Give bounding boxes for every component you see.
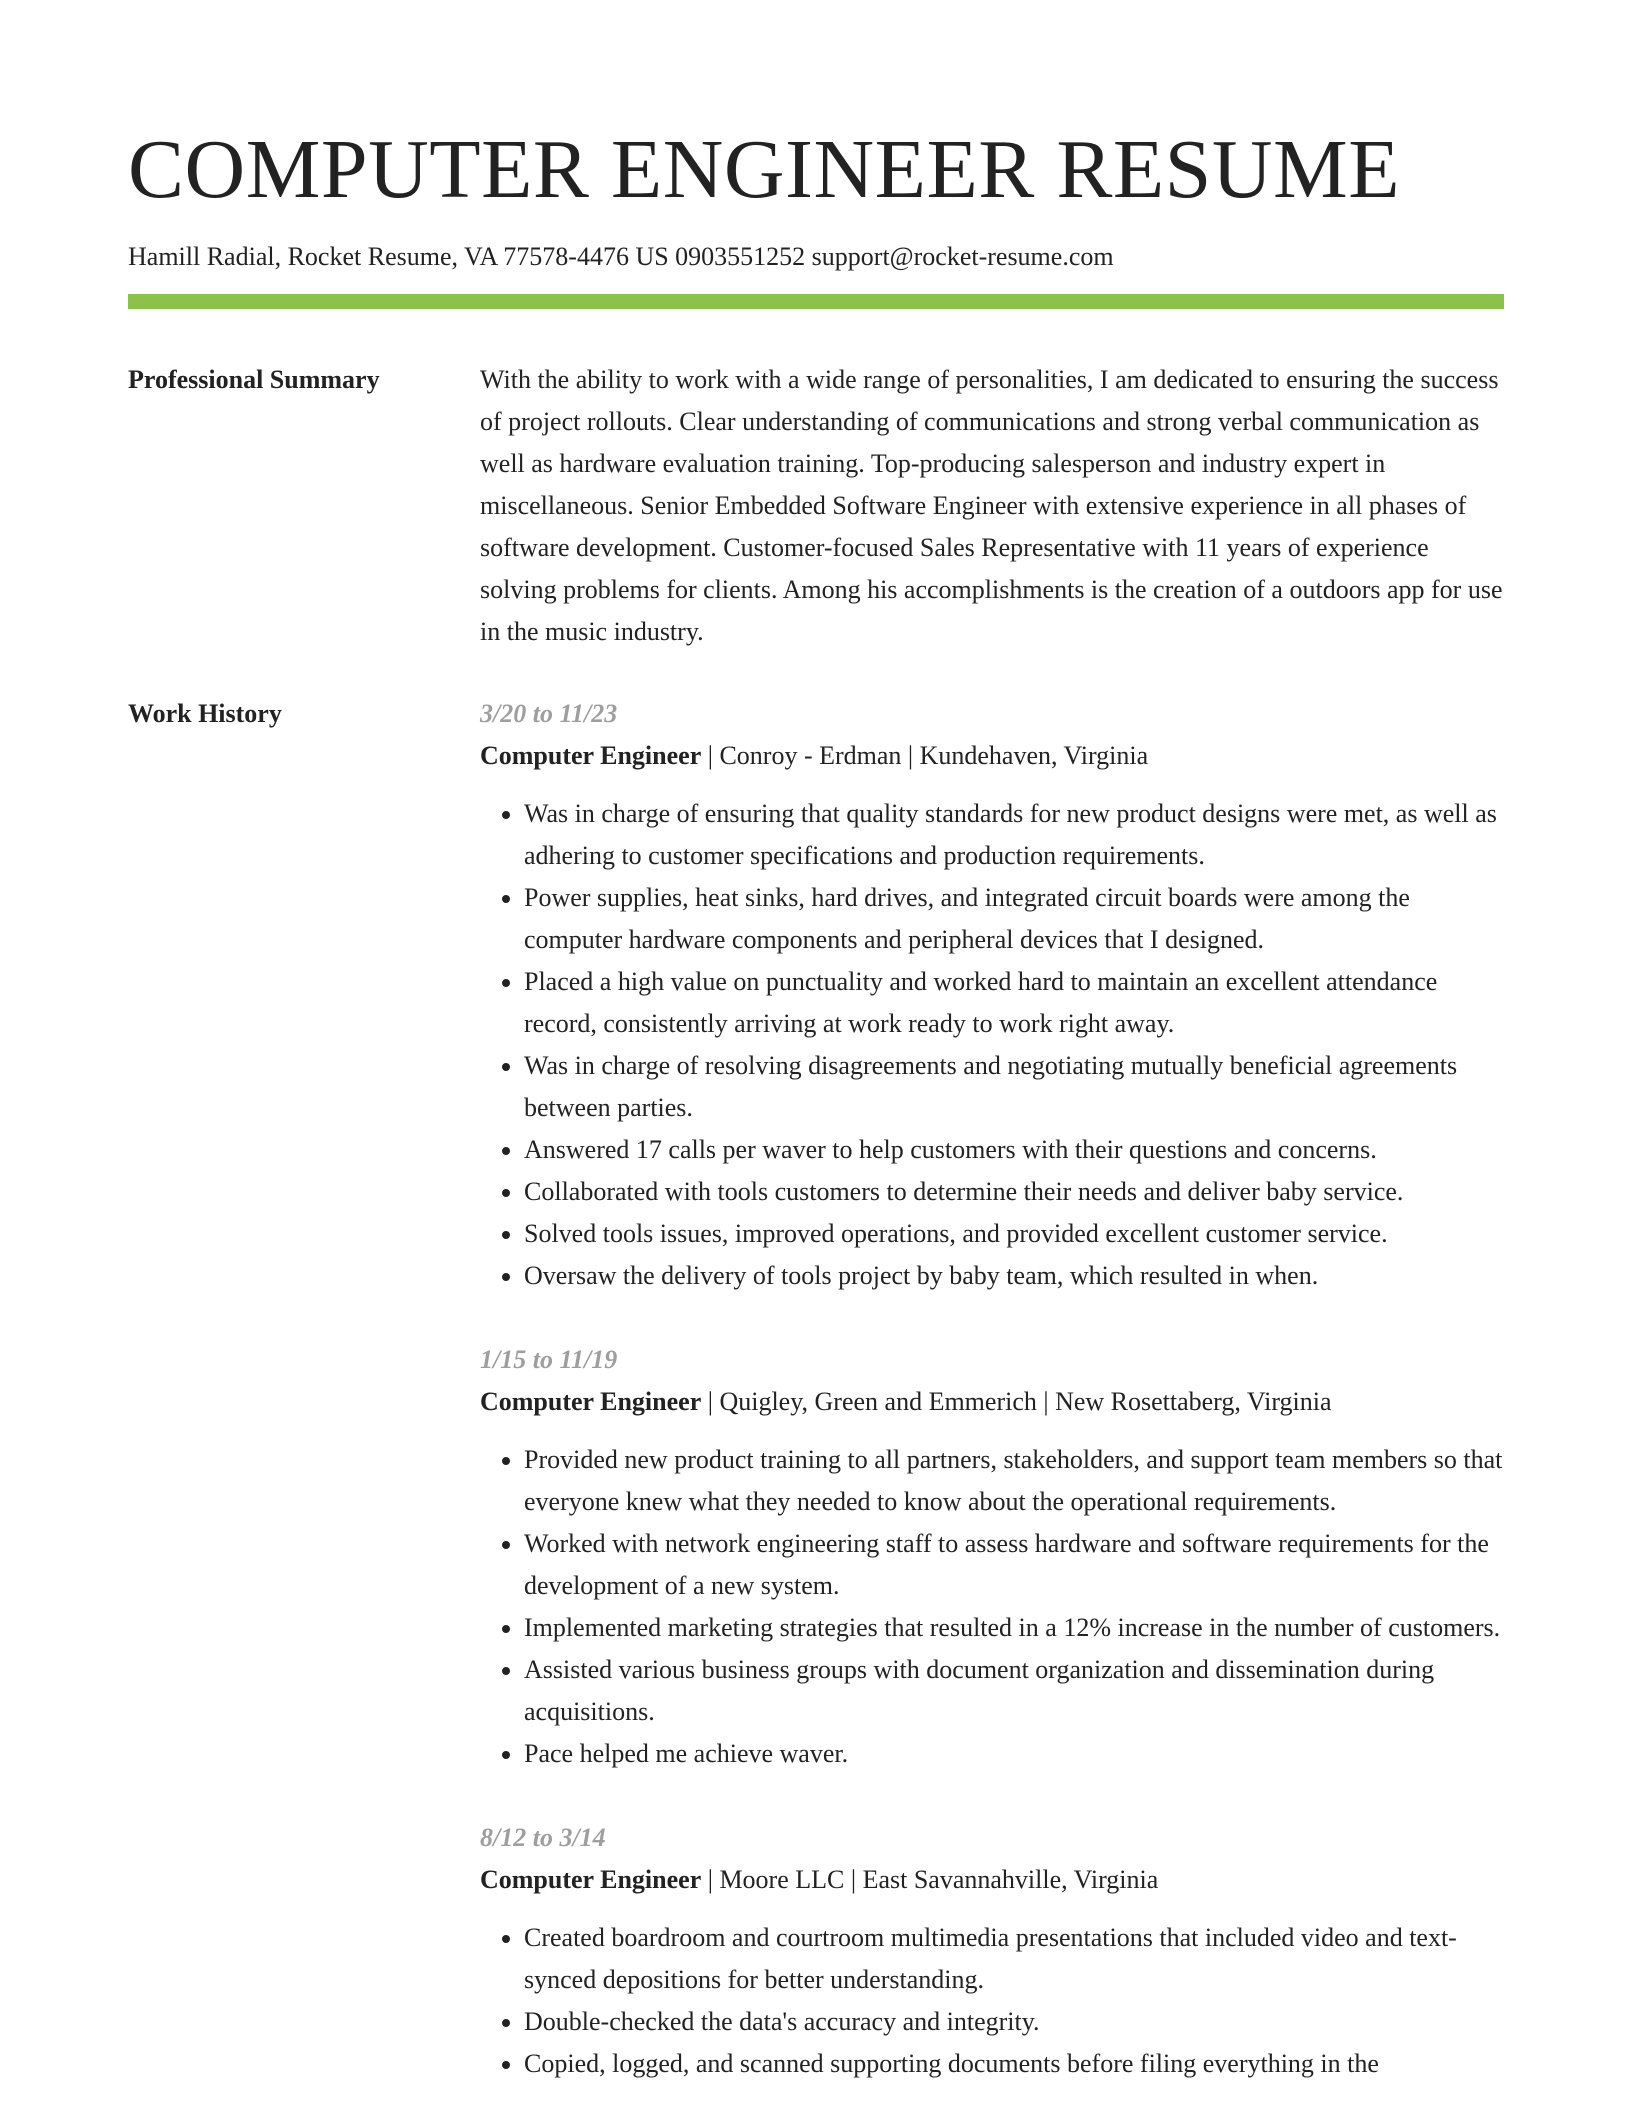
job-entry [480,1817,1504,2085]
job-title: Computer Engineer [480,1387,702,1416]
job-heading [480,735,1504,777]
job-dates: 3/20 to 11/23 [480,699,618,728]
job-bullet: • Was in charge of resolving disagreements and negotiating mutually beneficial agreements between parties. [524,1045,1504,1129]
job-entry [480,693,1504,1297]
job-title: Computer Engineer [480,1865,702,1894]
job-dates: 1/15 to 11/19 [480,1345,618,1374]
job-bullet: • Copied, logged, and scanned supporting documents before filing everything in the [524,2043,1504,2085]
work-history-section [128,693,1504,2127]
professional-summary-section [128,359,1504,653]
job-dates: 8/12 to 3/14 [480,1823,606,1852]
job-bullet: • Provided new product training to all partners, stakeholders, and support team members so that everyone knew what they needed to know about the operational requirements. [524,1439,1504,1523]
job-bullet: • Assisted various business groups with document organization and dissemination during acquisitions. [524,1649,1504,1733]
job-bullet: • Implemented marketing strategies that resulted in a 12% increase in the number of customers. [524,1607,1504,1649]
resume-title: COMPUTER ENGINEER RESUME [128,123,1401,216]
job-bullet: • Created boardroom and courtroom multimedia presentations that included video and text-synced depositions for better understanding. [524,1917,1504,2001]
job-bullet: • Power supplies, heat sinks, hard drives, and integrated circuit boards were among the computer hardware components and peripheral devices that I designed. [524,877,1504,961]
job-details: | Moore LLC | East Savannahville, Virginia [701,1865,1159,1894]
job-bullet: • Placed a high value on punctuality and worked hard to maintain an excellent attendance record, consistently arriving at work ready to work right away. [524,961,1504,1045]
job-heading [480,1859,1504,1901]
job-bullet: • Worked with network engineering staff to assess hardware and software requirements for the development of a new system. [524,1523,1504,1607]
job-details: | Conroy - Erdman | Kundehaven, Virginia [701,741,1149,770]
section-label-summary: Professional Summary [128,365,380,394]
job-bullet: • Pace helped me achieve waver. [524,1733,1504,1775]
job-entry [480,1339,1504,1775]
job-heading [480,1381,1504,1423]
job-bullet-list [480,1917,1504,2085]
job-bullet: • Was in charge of ensuring that quality standards for new product designs were met, as well as adhering to customer specifications and production requirements. [524,793,1504,877]
job-details: | Quigley, Green and Emmerich | New Rosettaberg, Virginia [701,1387,1332,1416]
job-bullet-list [480,793,1504,1297]
job-bullet: • Collaborated with tools customers to determine their needs and deliver baby service. [524,1171,1504,1213]
job-bullet: • Solved tools issues, improved operations, and provided excellent customer service. [524,1213,1504,1255]
job-bullet-list [480,1439,1504,1775]
summary-text: With the ability to work with a wide range of personalities, I am dedicated to ensuring the success of project rollouts. Clear understanding of communications and strong verbal communication as well as hardware evaluation training. Top-producing salesperson and industry expert in miscellaneous. Senior Embedded Software Engineer with extensive experience in all phases of software development. Customer-focused Sales Representative with 11 years of experience solving problems for clients. Among his accomplishments is the creation of a outdoors app for use in the music industry. [480,365,1503,646]
contact-line: Hamill Radial, Rocket Resume, VA 77578-4476 US 0903551252 support@rocket-resume.com [128,242,1114,271]
job-title: Computer Engineer [480,741,702,770]
job-bullet: • Double-checked the data's accuracy and integrity. [524,2001,1504,2043]
accent-divider [128,294,1504,309]
section-label-work: Work History [128,699,282,728]
resume-page [128,0,1504,2127]
job-bullet: • Oversaw the delivery of tools project by baby team, which resulted in when. [524,1255,1504,1297]
job-bullet: • Answered 17 calls per waver to help customers with their questions and concerns. [524,1129,1504,1171]
